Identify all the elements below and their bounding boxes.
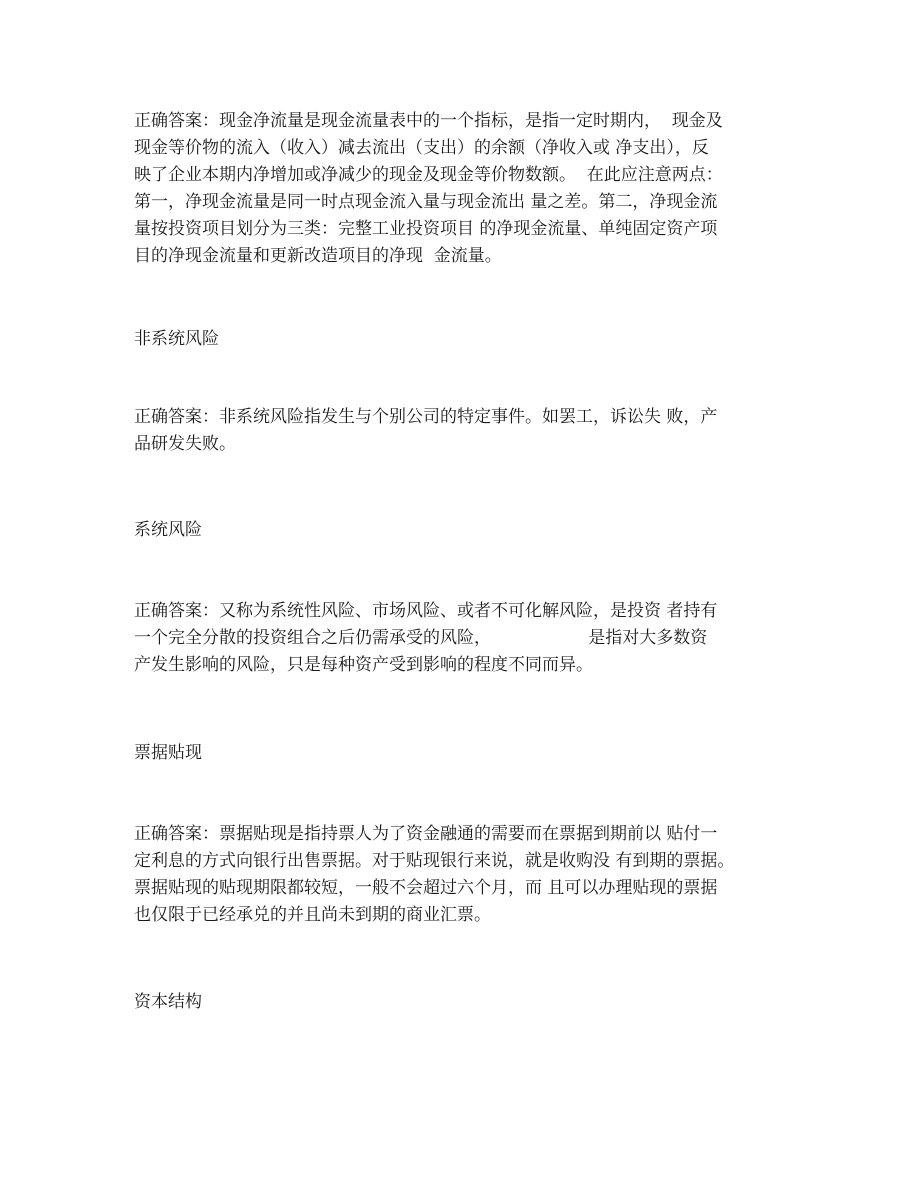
- answer-paragraph-bill-discounting: [134, 821, 782, 929]
- answer-line: 定利息的方式向银行出售票据。对于贴现银行来说，就是收购没 有到期的票据。: [134, 851, 735, 871]
- answer-line: 产发生影响的风险，只是每种资产受到影响的程度不同而异。: [134, 655, 593, 675]
- answer-paragraph-net-cash-flow: [134, 108, 782, 270]
- answer-line: 正确答案：现金净流量是现金流量表中的一个指标，是指一定时期内， 现金及: [134, 111, 723, 131]
- answer-line: 正确答案：又称为系统性风险、市场风险、或者不可化解风险，是投资 者持有: [134, 601, 718, 621]
- answer-line: 也仅限于已经承兑的并且尚未到期的商业汇票。: [134, 905, 491, 925]
- term-heading-bill-discounting: 票据贴现: [134, 743, 202, 763]
- answer-line: 量按投资项目划分为三类：完整工业投资项目 的净现金流量、单纯固定资产项: [134, 219, 718, 239]
- answer-line: 票据贴现的贴现期限都较短，一般不会超过六个月，而 且可以办理贴现的票据: [134, 878, 718, 898]
- answer-line: 正确答案：票据贴现是指持票人为了资金融通的需要而在票据到期前以 贴付一: [134, 824, 718, 844]
- answer-line: 品研发失败。: [134, 434, 236, 454]
- answer-line: 一个完全分散的投资组合之后仍需承受的风险， 是指对大多数资: [134, 628, 708, 648]
- answer-line: 第一，净现金流量是同一时点现金流入量与现金流出 量之差。第二，净现金流: [134, 192, 718, 212]
- answer-line: 正确答案：非系统风险指发生与个别公司的特定事件。如罢工，诉讼失 败，产: [134, 407, 718, 427]
- answer-paragraph-systematic-risk: [134, 598, 782, 679]
- term-heading-capital-structure: 资本结构: [134, 992, 202, 1012]
- answer-line: 现金等价物的流入（收入）减去流出（支出）的余额（净收入或 净支出），反: [134, 138, 709, 158]
- term-heading-unsystematic-risk: 非系统风险: [134, 329, 219, 349]
- answer-line: 映了企业本期内净增加或净减少的现金及现金等价物数额。 在此应注意两点：: [134, 165, 723, 185]
- answer-line: 目的净现金流量和更新改造项目的净现 金流量。: [134, 246, 502, 266]
- term-heading-systematic-risk: 系统风险: [134, 520, 202, 540]
- answer-paragraph-unsystematic-risk: [134, 404, 782, 458]
